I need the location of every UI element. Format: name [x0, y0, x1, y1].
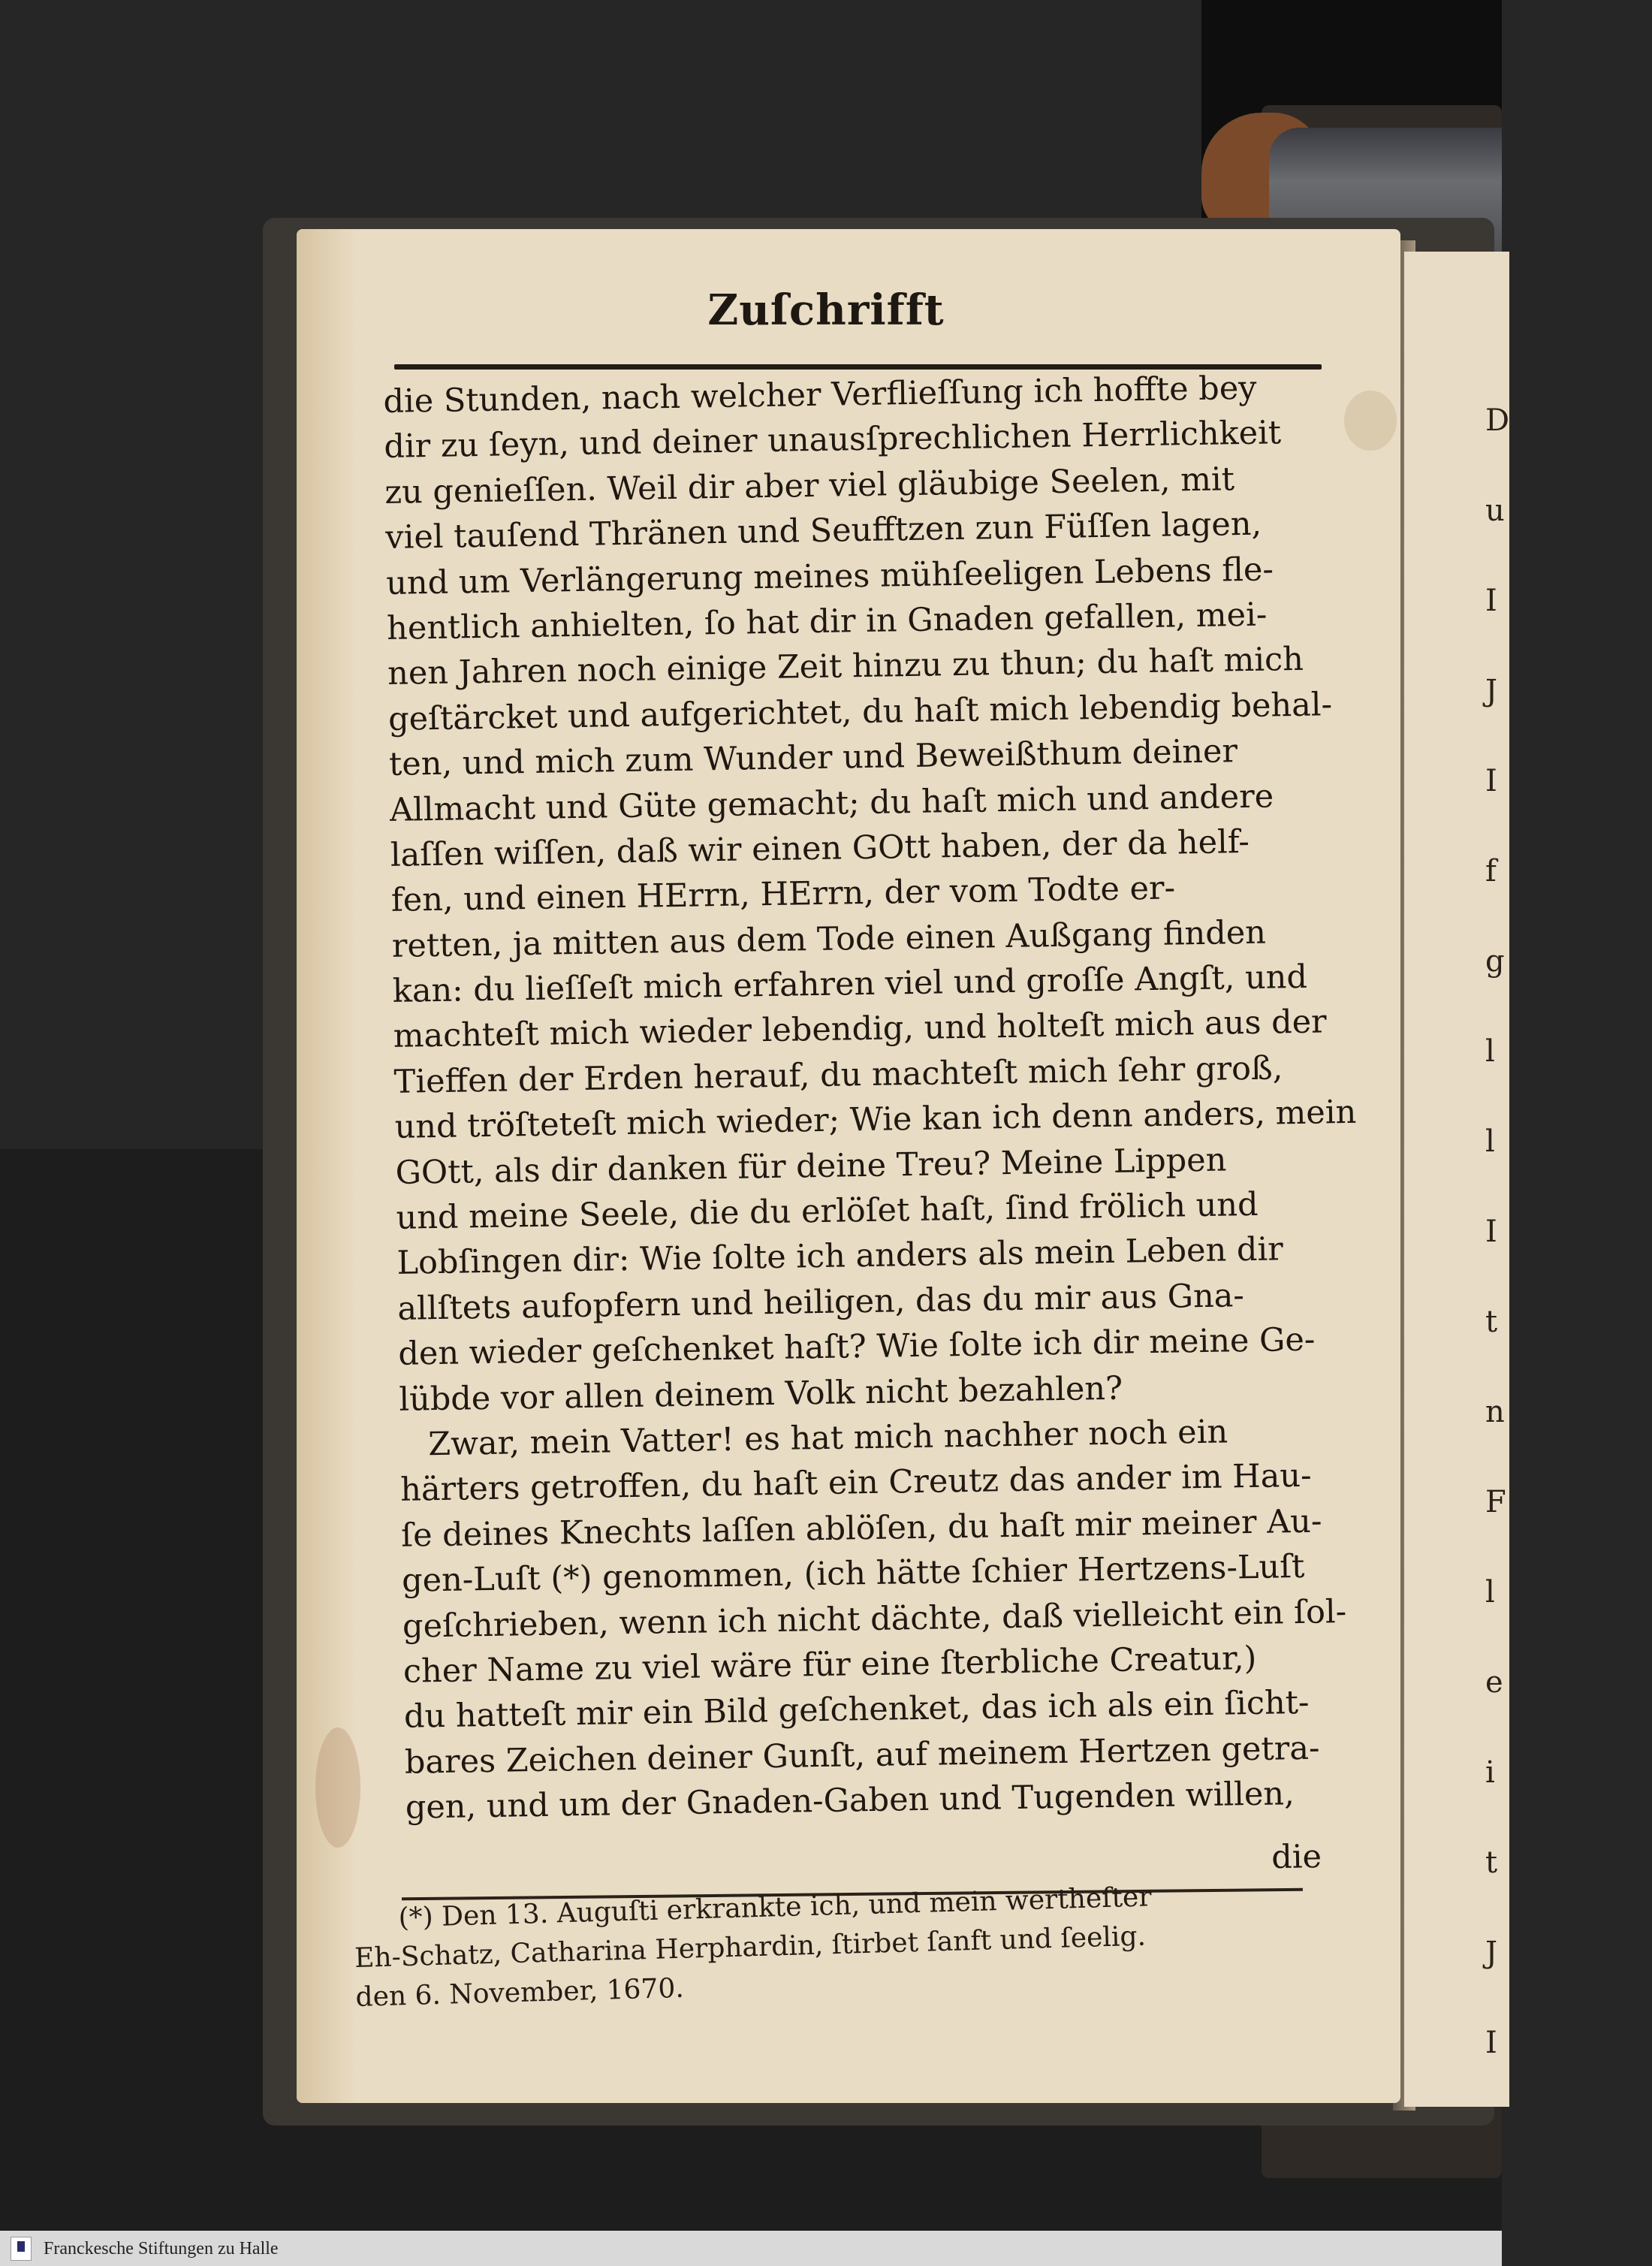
text-line: du hatteſt mir ein Bild geſchenket, das ich als ein ſicht- [403, 1684, 1310, 1736]
body-text [383, 364, 1359, 1830]
text-line: geſtärcket und aufgerichtet, du haſt mich lebendig behal- [387, 685, 1333, 738]
text-line: Tieffen der Erden herauf, du machteſt mich ſehr groß, [393, 1049, 1283, 1101]
catchword: die [1271, 1838, 1322, 1877]
facing-page-fragment: D u I J I f g l l I t n F l e i t J I [1485, 403, 1510, 2060]
text-line: viel tauſend Thränen und Seufftzen zun Füſſen lagen, [384, 505, 1262, 557]
text-line: und um Verlängerung meines mühſeeligen Lebens fle- [385, 550, 1274, 602]
text-line: nen Jahren noch einige Zeit hinzu zu thun; du haſt mich [387, 641, 1304, 693]
text-line: allſtets aufopfern und heiligen, das du mir aus Gna- [397, 1276, 1245, 1328]
page-stain [315, 1727, 360, 1848]
text-line: retten, ja mitten aus dem Tode einen Außgang finden [391, 913, 1267, 965]
text-line: dir zu ſeyn, und deiner unausſprechlichen Herrlichkeit [384, 414, 1282, 466]
text-line: den wieder geſchenket haſt? Wie ſolte ich dir meine Ge- [397, 1320, 1316, 1374]
text-line: lübde vor allen deinem Volk nicht bezahlen? [398, 1369, 1123, 1419]
text-line: laſſen wiſſen, daß wir einen GOtt haben, der da helf- [390, 822, 1250, 874]
text-line: Zwar, mein Vatter! es hat mich nachher noch ein [427, 1413, 1228, 1464]
text-line: zu genieſſen. Weil dir aber viel gläubige Seelen, mit [384, 460, 1235, 511]
footnote-line: Eh-Schatz, Catharina Herphardin, ſtirbet ſanft und ſeelig. [354, 1921, 1147, 1974]
text-line: machteſt mich wieder lebendig, und holteſt mich aus der [393, 1003, 1328, 1056]
text-line: fen, und einen HErrn, HErrn, der vom Todte er- [390, 869, 1176, 920]
text-line: ten, und mich zum Wunder und Beweißthum deiner [388, 732, 1238, 784]
page-stain [1344, 391, 1397, 451]
text-line: kan: du lieſſeſt mich erfahren viel und groſſe Angſt, und [392, 958, 1308, 1010]
text-line: gen, und um der Gnaden-Gaben und Tugenden willen, [405, 1775, 1295, 1827]
text-line: härters getroffen, du haſt ein Creutz das ander im Hau- [399, 1457, 1312, 1510]
text-line: hentlich anhielten, ſo hat dir in Gnaden gefallen, mei- [386, 596, 1268, 647]
footer-institution: Franckesche Stiftungen zu Halle [44, 2239, 279, 2258]
text-line: geſchrieben, wenn ich nicht dächte, daß vielleicht ein ſol- [402, 1592, 1347, 1646]
text-line: und meine Seele, die du erlöſet haſt, ſind frölich und [396, 1185, 1259, 1237]
running-head: Zuſchrifft [707, 285, 945, 335]
text-line: Allmacht und Güte gemacht; du haſt mich und andere [389, 777, 1274, 829]
text-line: bares Zeichen deiner Gunſt, auf meinem Hertzen getra- [404, 1729, 1320, 1782]
footnote-line: den 6. November, 1670. [355, 1972, 685, 2013]
text-line: ſe deines Knechts laſſen ablöſen, du haſt mir meiner Au- [400, 1502, 1322, 1555]
text-line: GOtt, als dir danken für deine Treu? Meine Lippen [395, 1141, 1227, 1192]
footnote-line: (*) Den 13. Auguſti erkrankte ich, und mein wertheſter [398, 1881, 1153, 1934]
text-line: cher Name zu viel wäre für eine ſterbliche Creatur,) [402, 1639, 1257, 1691]
text-line: Lobſingen dir: Wie ſolte ich anders als mein Leben dir [396, 1230, 1284, 1283]
institution-logo-icon [11, 2237, 32, 2261]
text-line: die Stunden, nach welcher Verflieſſung ich hoffte bey [383, 369, 1257, 421]
text-line: und tröſteteſt mich wieder; Wie kan ich denn anders, mein [394, 1094, 1357, 1147]
text-line: gen-Luſt (*) genommen, (ich hätte ſchier Hertzens-Luſt [401, 1548, 1305, 1600]
